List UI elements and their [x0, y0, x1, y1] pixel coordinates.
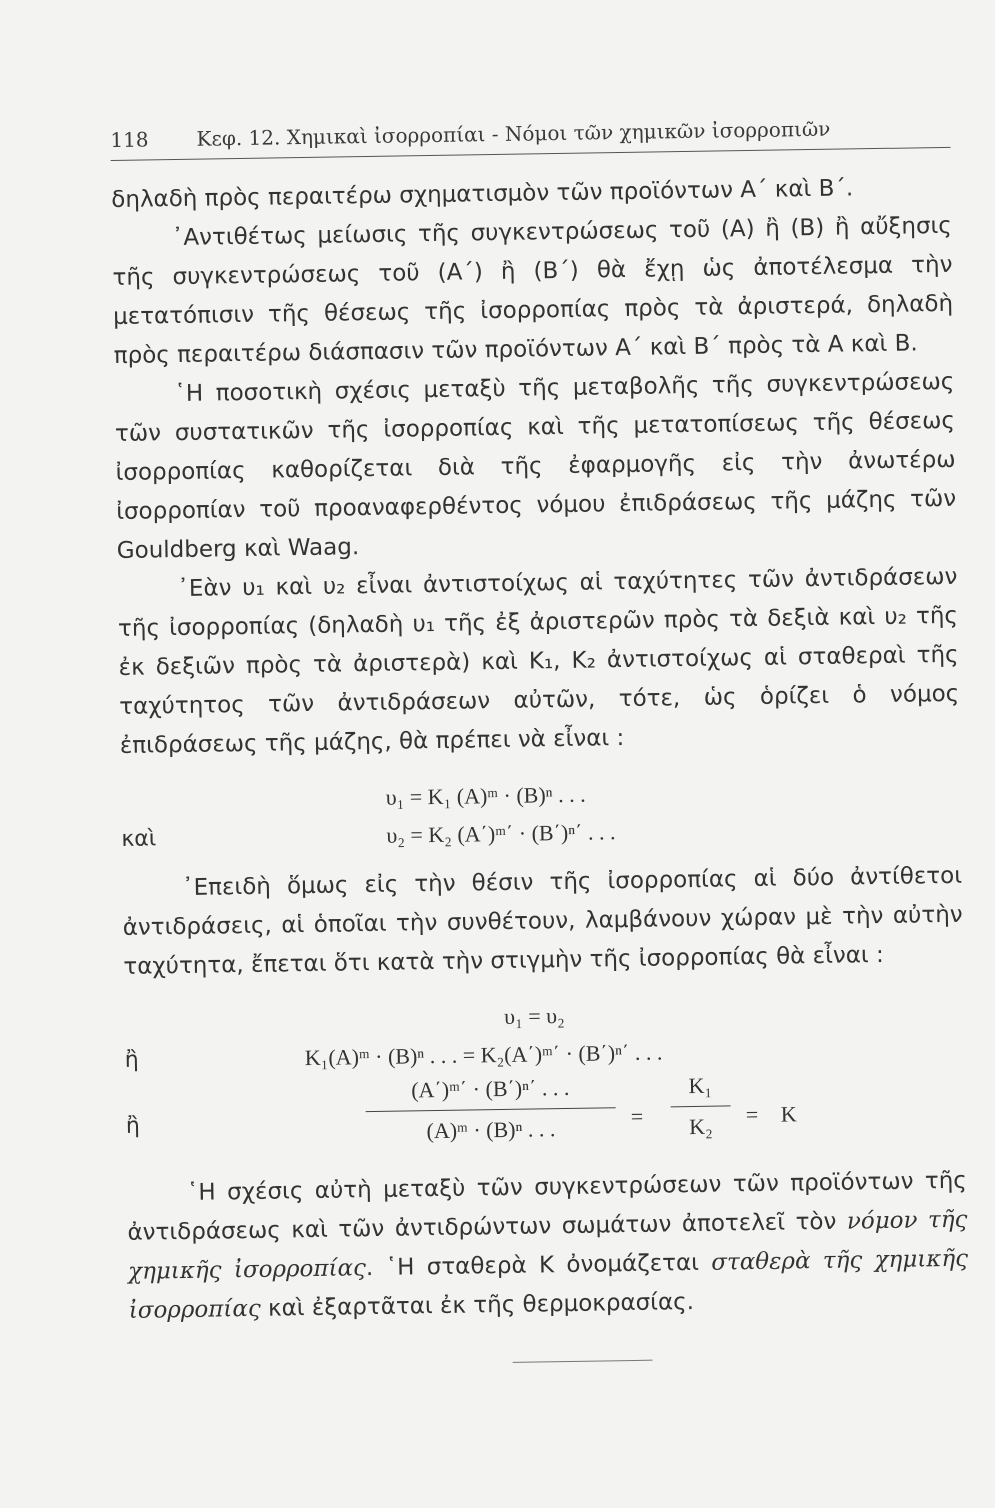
equation-equilibrium-constant — [125, 1064, 966, 1161]
paragraph-4: ᾿Εὰν υ₁ καὶ υ₂ εἶναι ἀντιστοίχως αἱ ταχύτητες τῶν ἀντιδράσεων τῆς ἰσορροπίας (δηλαδὴ υ₁ τῆς ἐξ ἀριστερῶν πρὸς τὰ δεξιὰ καὶ υ₂ τῆς ἐκ δεξιῶν πρὸς τὰ ἀριστερὰ) καὶ Κ₁, Κ₂ ἀντιστοίχως αἱ σταθεραὶ τῆς ταχύτητος τῶν ἀντιδράσεων αὐτῶν, τότε, ὡς ὁρίζει ὁ νόμος ἐπιδράσεως τῆς μάζης, θὰ πρέπει νὰ εἶναι : — [117, 563, 960, 759]
footer-rule — [513, 1360, 653, 1363]
equals-sign: = — [745, 1101, 759, 1128]
paragraph-6-text-c: . ῾Η σταθερὰ Κ ὀνομάζεται — [365, 1249, 712, 1282]
running-title: Κεφ. 12. Χημικαὶ ἰσορροπίαι - Νόμοι τῶν χημικῶν ἰσορροπιῶν — [196, 116, 831, 151]
fraction-concentrations — [365, 1069, 616, 1150]
equilibrium-constant-symbol: Κ — [780, 1101, 797, 1127]
fraction-rate-constants — [670, 1067, 731, 1145]
equation-expression: Κ₁(Α)ᵐ · (Β)ⁿ . . . = Κ₂(Α΄)ᵐ΄ · (Β΄)ⁿ΄ . . . — [304, 1039, 663, 1071]
equation-label: καὶ — [121, 826, 157, 852]
equals-sign: = — [630, 1103, 644, 1129]
paragraph-6-text-a: ῾Η σχέσις αὐτὴ μεταξὺ τῶν συγκεντρώσεων τῶν προϊόντων τῆς ἀντιδράσεως καὶ τῶν ἀντιδρώντων σωμάτων ἀποτελεῖ τὸν — [127, 1167, 968, 1246]
running-header — [110, 115, 950, 161]
fraction-numerator: (Α΄)ᵐ΄ · (Β΄)ⁿ΄ . . . — [411, 1074, 570, 1103]
body-text — [111, 168, 969, 1331]
italic-term-constant: σταθερὰ τῆς χημικῆς ἰσορροπίας — [128, 1245, 969, 1324]
equation-label: ἢ — [125, 1113, 141, 1139]
equation-expression: υ₁ = υ₂ — [503, 1003, 565, 1029]
fraction-bar — [671, 1105, 731, 1107]
italic-term-law: νόμον τῆς χημικῆς ἰσορροπίας — [127, 1206, 968, 1285]
paragraph-3: ῾Η ποσοτικὴ σχέσις μεταξὺ τῆς μεταβολῆς τῆς συγκεντρώσεως τῶν συστατικῶν τῆς ἰσορροπίας καὶ τῆς μετατοπίσεως τῆς θέσεως ἰσορροπίας καθορίζεται διὰ τῆς ἐφαρμογῆς εἰς τὴν ἀνωτέρω ἰσορροπίαν τοῦ προαναφερθέντος νόμου ἐπιδράσεως τῆς μάζης τῶν Gouldberg καὶ Waag. — [114, 368, 957, 564]
page-number: 118 — [110, 127, 149, 153]
paragraph-6 — [127, 1162, 969, 1331]
fraction-denominator: Κ₂ — [688, 1113, 713, 1140]
paragraph-5: ᾿Επειδὴ ὅμως εἰς τὴν θέσιν τῆς ἰσορροπίας αἱ δύο ἀντίθετοι ἀντιδράσεις, αἱ ὁποῖαι τὴν συνθέτουν, λαμβάνουν χώραν μὲ τὴν αὐτὴν ταχύτητα, ἔπεται ὅτι κατὰ τὴν στιγμὴν τῆς ἰσορροπίας θὰ εἶναι : — [122, 862, 963, 980]
equation-label: ἢ — [124, 1047, 139, 1073]
equation-expression: υ₁ = Κ₁ (Α)ᵐ · (Β)ⁿ . . . — [385, 781, 586, 810]
paragraph-6-text-e: καὶ ἐξαρτᾶται ἐκ τῆς θερμοκρασίας. — [260, 1289, 695, 1322]
paragraph-1: δηλαδὴ πρὸς περαιτέρω σχηματισμὸν τῶν προϊόντων Α΄ καὶ Β΄. — [111, 175, 854, 214]
fraction-numerator: Κ₁ — [688, 1072, 713, 1099]
paragraph-2: ᾿Αντιθέτως μείωσις τῆς συγκεντρώσεως τοῦ (Α) ἢ (Β) ἢ αὔξησις τῆς συγκεντρώσεως τοῦ (Α΄) ἢ (Β΄) θὰ ἔχῃ ὡς ἀποτέλεσμα τὴν μετατόπισιν τῆς θέσεως τῆς ἰσορροπίας πρὸς τὰ ἀριστερά, δηλαδὴ πρὸς περαιτέρω διάσπασιν τῶν προϊόντων Α΄ καὶ Β΄ πρὸς τὰ Α καὶ Β. — [112, 212, 954, 370]
equation-expression: υ₂ = Κ₂ (Α΄)ᵐ΄ · (Β΄)ⁿ΄ . . . — [386, 819, 616, 848]
fraction-denominator: (Α)ᵐ · (Β)ⁿ . . . — [426, 1116, 556, 1144]
